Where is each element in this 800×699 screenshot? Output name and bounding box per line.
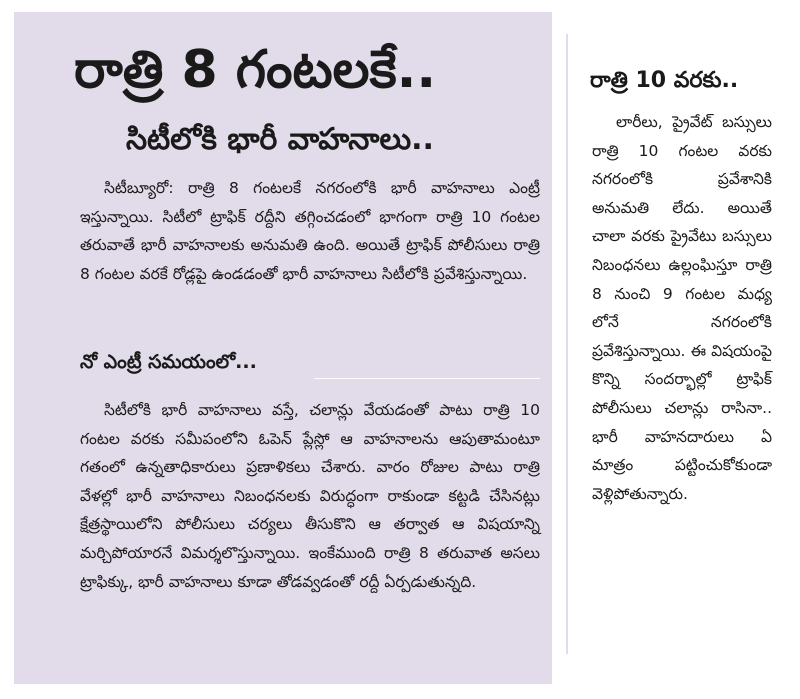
sidebar-title: రాత్రి 10 వరకు.. xyxy=(590,68,739,93)
sidebar-box xyxy=(566,34,792,654)
article-paragraph-2: సిటీలోకి భారీ వాహనాలు వస్తే, చలాన్లు వేయడంతో పాటు రాత్రి 10 గంటల వరకు సమీపంలోని ఓపెన్ ప్లేస్లో ఆ వాహనాలను ఆపుతామంటూ గతంలో ఉన్నతాధికారులు ప్రణాళికలు చేశారు. వారం రోజుల పాటు రాత్రి వేళల్లో భారీ వాహనాలు నిబంధనలకు విరుద్ధంగా రాకుండా కట్టడి చేసినట్లు క్షేత్రస్థాయిలోని పోలీసులు చర్యలు తీసుకొని ఆ తర్వాత ఆ విషయాన్ని మర్చిపోయారనే విమర్శలొస్తున్నాయి. ఇంకేముంది రాత్రి 8 తరువాత అసలు ట్రాఫిక్కు, భారీ వాహనాలు కూడా తోడవ్వడంతో రద్దీ ఏర్పడుతున్నది. xyxy=(80,401,540,591)
section-divider xyxy=(314,378,540,379)
section-heading: నో ఎంట్రీ సమయంలో... xyxy=(80,351,257,373)
sidebar-body: లారీలు, ప్రైవేట్ బస్సులు రాత్రి 10 గంటల వరకు నగరంలోకి ప్రవేశానికి అనుమతి లేదు. అయితే చాలా వరకు ప్రైవేటు బస్సులు నిబంధనలు ఉల్లంఘిస్తూ రాత్రి 8 నుంచి 9 గంటల మధ్య లోనే నగరంలోకి ప్రవేశిస్తున్నాయి. ఈ విషయంపై కొన్ని సందర్భాల్లో ట్రాఫిక్ పోలీసులు చలాన్లు రాసినా.. భారీ వాహనదారులు ఏ మాత్రం పట్టించుకోకుండా వెళ్లిపోతున్నారు. xyxy=(592,113,772,503)
article-paragraph-1: సిటీబ్యూరో: రాత్రి 8 గంటలకే నగరంలోకి భారీ వాహనాలు ఎంట్రీ ఇస్తున్నాయి. సిటీలో ట్రాఫిక్ రద్దీని తగ్గించడంలో భాగంగా రాత్రి 10 గంటల తరువాతే భారీ వాహనాలకు అనుమతి ఉంది. అయితే ట్రాఫిక్ పోలీసులు రాత్రి 8 గంటల వరకే రోడ్లపై ఉండడంతో భారీ వాహనాలు సిటీలోకి ప్రవేశిస్తున్నాయి. xyxy=(80,179,540,283)
main-article xyxy=(14,12,552,684)
article-headline: రాత్రి 8 గంటలకే.. xyxy=(74,40,437,100)
article-subheadline: సిటీలోకి భారీ వాహనాలు.. xyxy=(126,122,434,157)
